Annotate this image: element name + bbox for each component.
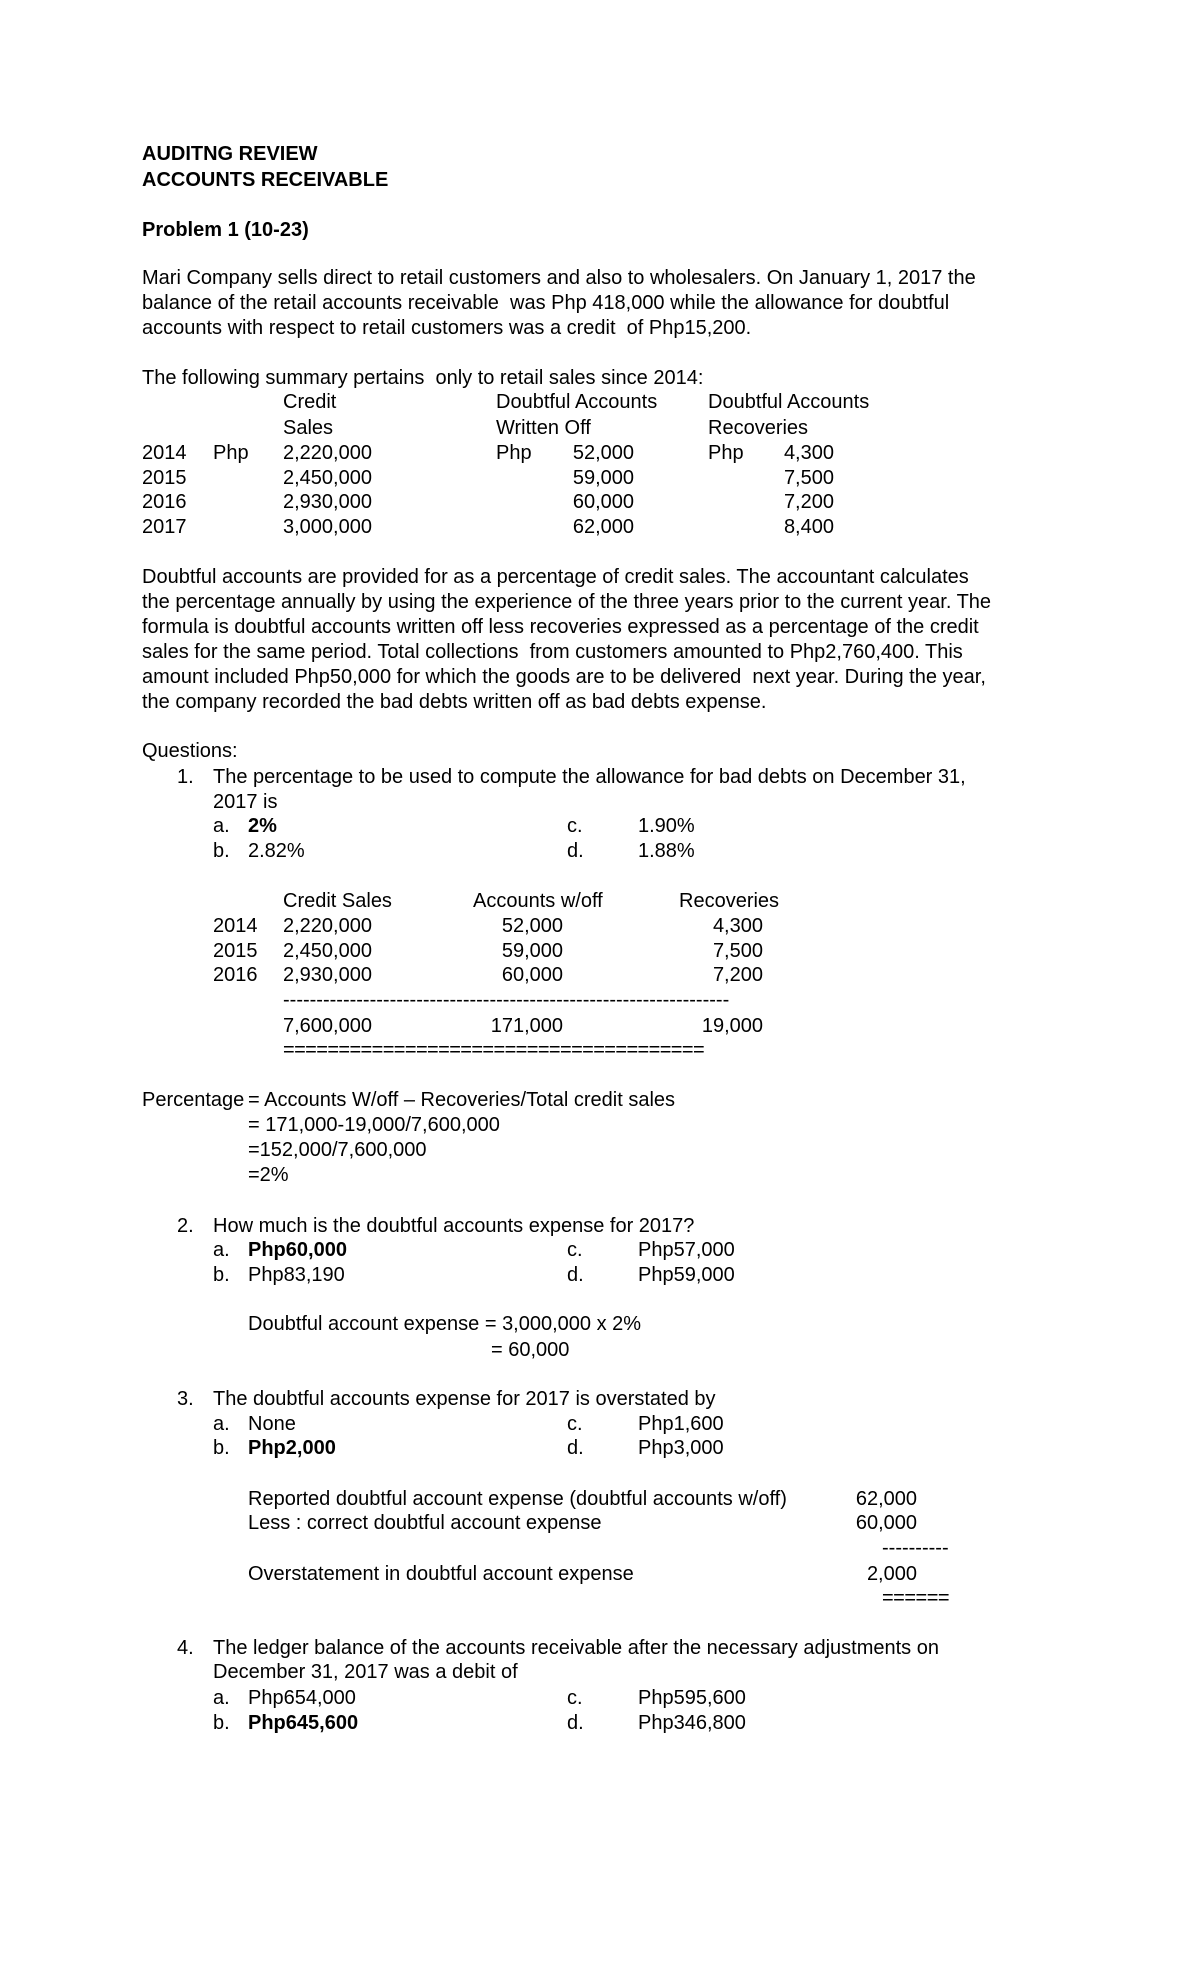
q3-number: 3. <box>177 1388 194 1410</box>
year: 2017 <box>142 516 187 538</box>
table-header: Recoveries <box>679 890 780 912</box>
option-letter: c. <box>567 1413 583 1435</box>
option-letter: c. <box>567 1239 583 1261</box>
q1-number: 1. <box>177 766 194 788</box>
doc-title: AUDITNG REVIEW <box>142 143 318 165</box>
q3-calc-label: Less : correct doubtful account expense <box>248 1512 602 1534</box>
recoveries: 7,200 <box>783 491 834 513</box>
correct-answer: 2% <box>248 815 277 837</box>
paragraph-line: sales for the same period. Total collections from customers amounted to Php2,760,400. This <box>142 640 963 663</box>
q2-number: 2. <box>177 1215 194 1237</box>
option-value: 2.82% <box>248 840 305 862</box>
option-value: Php83,190 <box>248 1264 345 1286</box>
option-letter: d. <box>567 1264 584 1286</box>
option-letter: a. <box>213 1239 230 1261</box>
q3-result-value: 2,000 <box>866 1563 917 1585</box>
q3-calc-value: 62,000 <box>855 1488 917 1510</box>
option-value: None <box>248 1413 296 1435</box>
credit-sales: 2,220,000 <box>283 915 372 937</box>
paragraph-line: formula is doubtful accounts written off less recoveries expressed as a percentage of the credit <box>142 615 979 638</box>
separator-dashes: ---------- <box>882 1537 949 1559</box>
option-letter: a. <box>213 1413 230 1435</box>
total-recoveries: 19,000 <box>701 1015 763 1037</box>
option-value: Php59,000 <box>638 1264 735 1286</box>
written-off: 52,000 <box>572 442 634 464</box>
option-value: Php654,000 <box>248 1687 356 1709</box>
credit-sales: 2,930,000 <box>283 491 372 513</box>
currency: Php <box>496 442 532 464</box>
q4-number: 4. <box>177 1637 194 1659</box>
col-header: Sales <box>283 417 334 439</box>
option-letter: d. <box>567 840 584 862</box>
option-letter: a. <box>213 815 230 837</box>
separator-dashes: ------------------------------------------------------------------- <box>283 989 730 1011</box>
col-header: Written Off <box>496 417 591 439</box>
q2-calc: Doubtful account expense = 3,000,000 x 2% <box>248 1313 642 1335</box>
credit-sales: 2,450,000 <box>283 940 372 962</box>
option-letter: b. <box>213 1437 230 1459</box>
year: 2015 <box>213 940 258 962</box>
recoveries: 7,200 <box>712 964 763 986</box>
paragraph-line: amount included Php50,000 for which the goods are to be delivered next year. During the year, <box>142 665 986 688</box>
currency: Php <box>708 442 744 464</box>
paragraph-line: the company recorded the bad debts written off as bad debts expense. <box>142 690 767 713</box>
separator-equals: ====================================== <box>283 1039 705 1061</box>
written-off: 60,000 <box>572 491 634 513</box>
option-letter: c. <box>567 815 583 837</box>
written-off: 52,000 <box>501 915 563 937</box>
q2-text: How much is the doubtful accounts expense for 2017? <box>213 1215 695 1237</box>
q3-text: The doubtful accounts expense for 2017 is overstated by <box>213 1388 716 1410</box>
col-header: Recoveries <box>708 417 809 439</box>
problem-heading: Problem 1 (10-23) <box>142 219 309 241</box>
year: 2014 <box>142 442 187 464</box>
option-value: Php57,000 <box>638 1239 735 1261</box>
option-letter: b. <box>213 840 230 862</box>
credit-sales: 2,450,000 <box>283 467 372 489</box>
doc-subtitle: ACCOUNTS RECEIVABLE <box>142 169 389 191</box>
q1-text: The percentage to be used to compute the allowance for bad debts on December 31, <box>213 766 966 788</box>
calc-line: = Accounts W/off – Recoveries/Total credit sales <box>248 1089 676 1111</box>
option-letter: a. <box>213 1687 230 1709</box>
option-value: Php3,000 <box>638 1437 724 1459</box>
year: 2016 <box>142 491 187 513</box>
intro-line: accounts with respect to retail customers was a credit of Php15,200. <box>142 317 752 339</box>
q1-text: 2017 is <box>213 791 278 813</box>
currency: Php <box>213 442 249 464</box>
table-header: Accounts w/off <box>473 890 603 912</box>
option-letter: d. <box>567 1712 584 1734</box>
option-letter: d. <box>567 1437 584 1459</box>
total-writeoffs: 171,000 <box>490 1015 563 1037</box>
option-value: 1.88% <box>638 840 695 862</box>
q2-calc-result: = 60,000 <box>491 1339 570 1361</box>
year: 2014 <box>213 915 258 937</box>
recoveries: 4,300 <box>712 915 763 937</box>
col-header: Doubtful Accounts <box>496 391 658 413</box>
year: 2015 <box>142 467 187 489</box>
correct-answer: Php2,000 <box>248 1437 336 1459</box>
written-off: 62,000 <box>572 516 634 538</box>
credit-sales: 2,220,000 <box>283 442 372 464</box>
option-value: Php346,800 <box>638 1712 746 1734</box>
total-credit-sales: 7,600,000 <box>283 1015 372 1037</box>
option-value: 1.90% <box>638 815 695 837</box>
correct-answer: Php60,000 <box>248 1239 347 1261</box>
col-header: Doubtful Accounts <box>708 391 870 413</box>
option-letter: c. <box>567 1687 583 1709</box>
recoveries: 8,400 <box>783 516 834 538</box>
option-value: Php1,600 <box>638 1413 724 1435</box>
option-letter: b. <box>213 1264 230 1286</box>
recoveries: 4,300 <box>783 442 834 464</box>
q3-calc-value: 60,000 <box>855 1512 917 1534</box>
paragraph-line: Doubtful accounts are provided for as a percentage of credit sales. The accountant calculates <box>142 566 969 588</box>
credit-sales: 3,000,000 <box>283 516 372 538</box>
written-off: 59,000 <box>501 940 563 962</box>
year: 2016 <box>213 964 258 986</box>
q4-text: The ledger balance of the accounts receivable after the necessary adjustments on <box>213 1637 939 1659</box>
written-off: 59,000 <box>572 467 634 489</box>
separator-equals: ====== <box>882 1587 950 1609</box>
credit-sales: 2,930,000 <box>283 964 372 986</box>
intro-line: Mari Company sells direct to retail customers and also to wholesalers. On January 1, 2017 the <box>142 267 976 289</box>
q3-result-label: Overstatement in doubtful account expense <box>248 1563 634 1585</box>
calc-line: = 171,000-19,000/7,600,000 <box>248 1114 500 1136</box>
recoveries: 7,500 <box>783 467 834 489</box>
q4-text: December 31, 2017 was a debit of <box>213 1661 518 1683</box>
col-header: Credit <box>283 391 337 413</box>
recoveries: 7,500 <box>712 940 763 962</box>
correct-answer: Php645,600 <box>248 1712 359 1734</box>
percentage-label: Percentage <box>142 1089 245 1111</box>
calc-line: =152,000/7,600,000 <box>248 1139 427 1161</box>
table-header: Credit Sales <box>283 890 392 912</box>
q3-calc-label: Reported doubtful account expense (doubtful accounts w/off) <box>248 1488 787 1510</box>
questions-label: Questions: <box>142 740 238 762</box>
written-off: 60,000 <box>501 964 563 986</box>
calc-line: =2% <box>248 1164 289 1186</box>
paragraph-line: the percentage annually by using the experience of the three years prior to the current year. The <box>142 590 992 613</box>
intro-line: balance of the retail accounts receivable was Php 418,000 while the allowance for doubtful <box>142 292 950 314</box>
option-value: Php595,600 <box>638 1687 746 1709</box>
summary-lead: The following summary pertains only to retail sales since 2014: <box>142 367 704 389</box>
option-letter: b. <box>213 1712 230 1734</box>
